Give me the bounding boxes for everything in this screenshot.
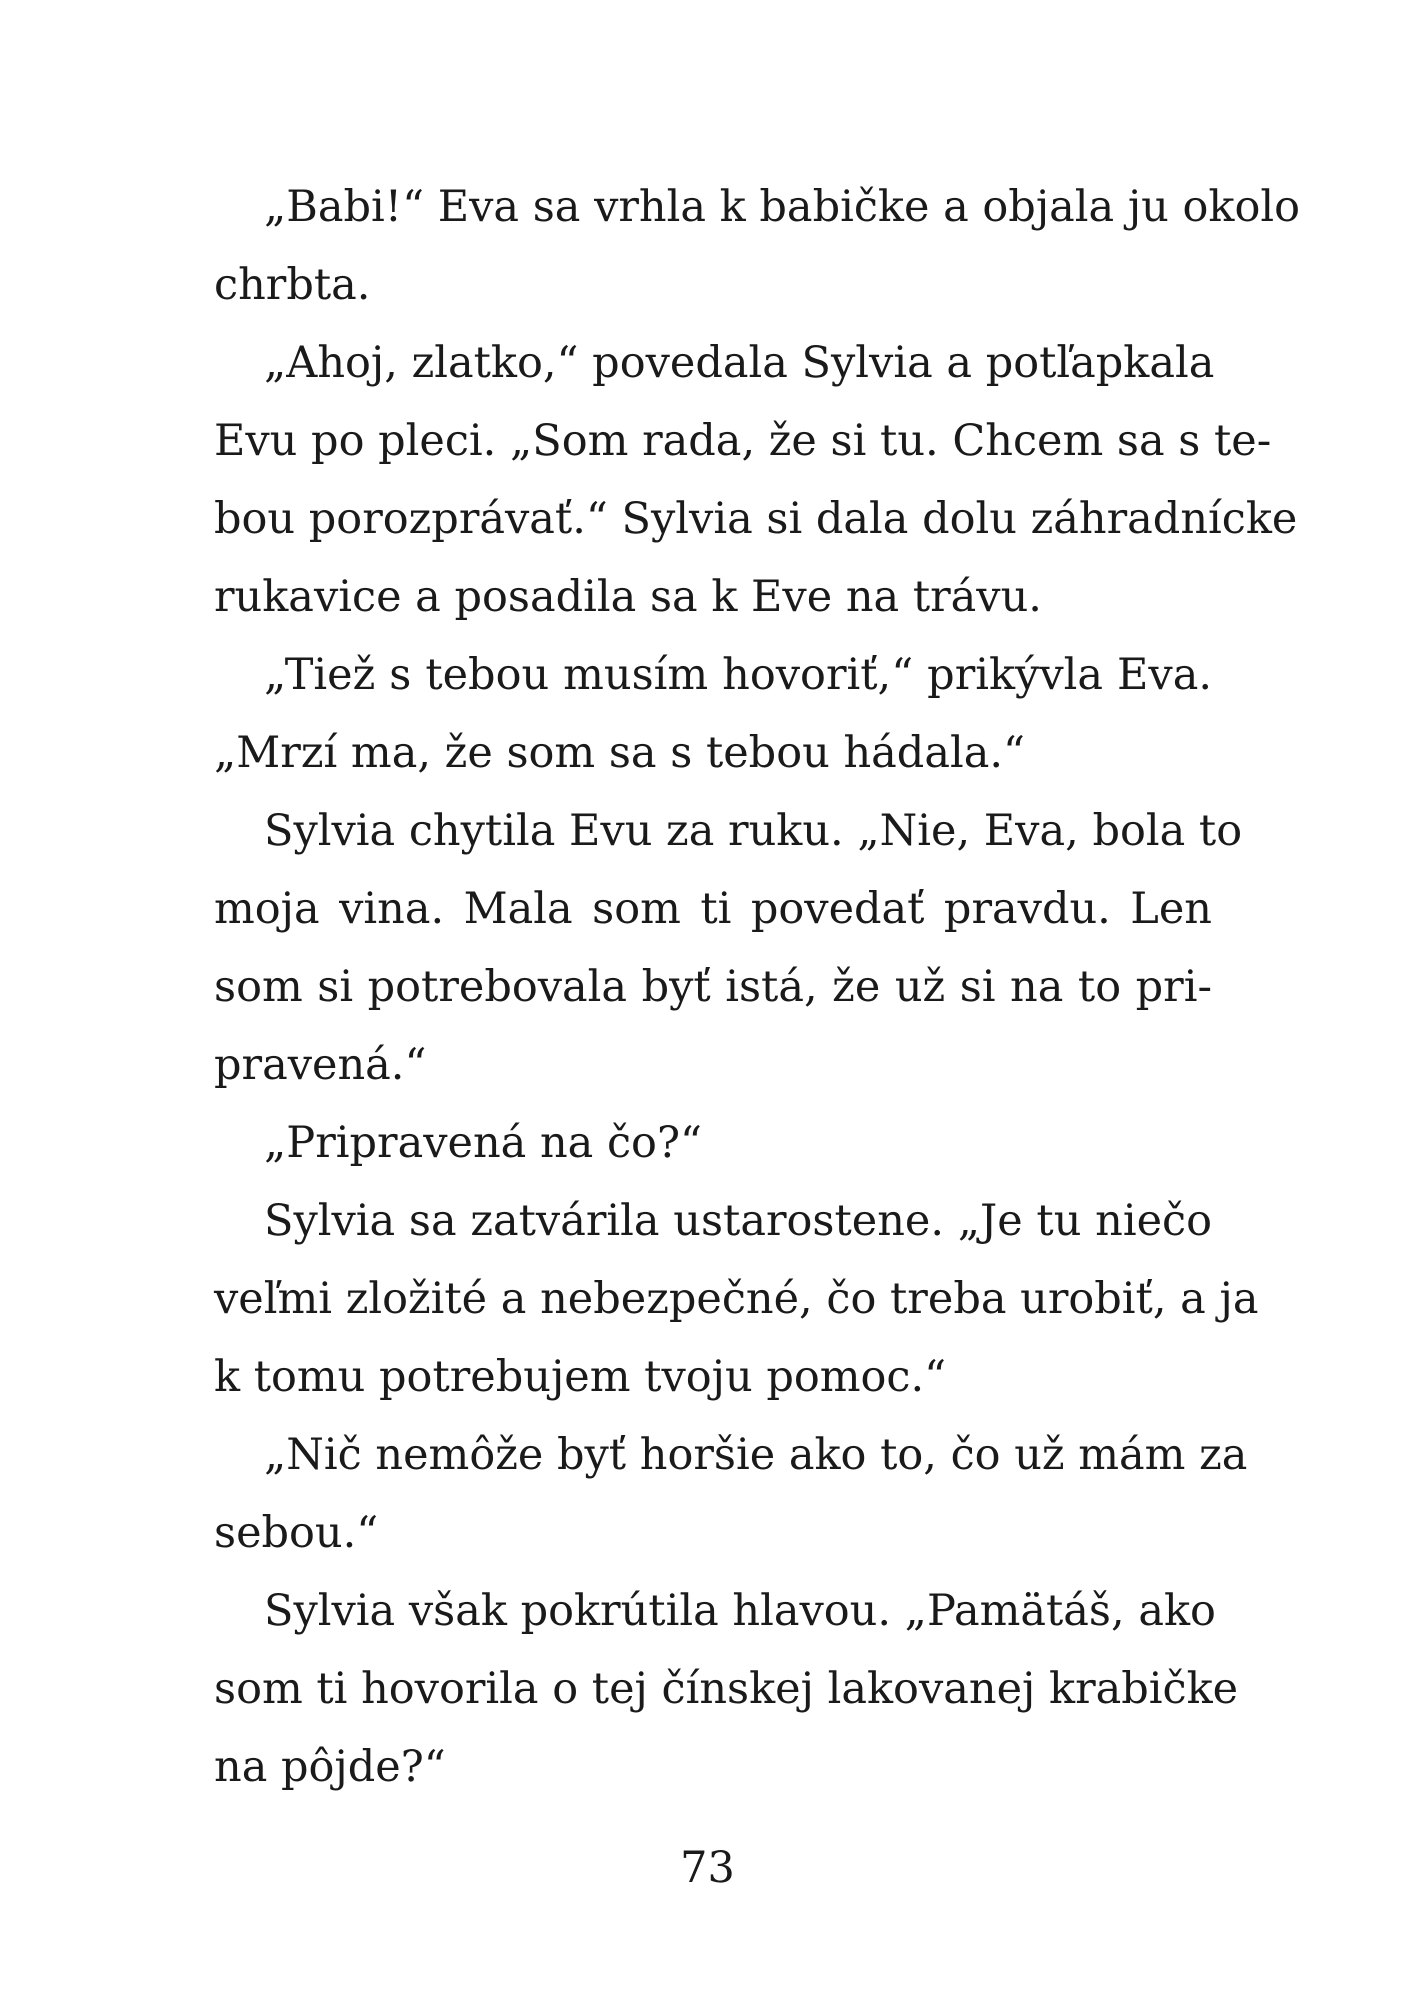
text-line: „Tiež s tebou musím hovoriť,“ prikývla Eva. (264, 650, 1212, 700)
text-line: Sylvia však pokrútila hlavou. „Pamätáš, ako (264, 1586, 1216, 1636)
text-line: „Nič nemôže byť horšie ako to, čo už mám za (264, 1430, 1248, 1480)
text-line: „Pripravená na čo?“ (264, 1118, 702, 1168)
text-line: Sylvia sa zatvárila ustarostene. „Je tu niečo (264, 1196, 1212, 1246)
text-line: pravená.“ (214, 1040, 427, 1090)
text-line: k tomu potrebujem tvoju pomoc.“ (214, 1352, 947, 1402)
text-line: chrbta. (214, 260, 371, 310)
text-line: bou porozprávať.“ Sylvia si dala dolu záhradnícke (214, 494, 1298, 544)
text-line: „Mrzí ma, že som sa s tebou hádala.“ (214, 728, 1025, 778)
text-line: som ti hovorila o tej čínskej lakovanej krabičke (214, 1664, 1239, 1714)
text-line: „Ahoj, zlatko,“ povedala Sylvia a potľapkala (264, 338, 1215, 388)
body-text (214, 168, 1301, 1806)
text-line: sebou.“ (214, 1508, 379, 1558)
text-line: Sylvia chytila Evu za ruku. „Nie, Eva, bola to (264, 806, 1243, 856)
text-line: veľmi zložité a nebezpečné, čo treba urobiť, a ja (214, 1274, 1259, 1324)
page-number: 73 (680, 1843, 735, 1893)
text-line: „Babi!“ Eva sa vrhla k babičke a objala ju okolo (264, 182, 1301, 232)
text-line: na pôjde?“ (214, 1742, 446, 1792)
text-line: rukavice a posadila sa k Eve na trávu. (214, 572, 1042, 622)
text-line: Evu po pleci. „Som rada, že si tu. Chcem sa s te- (214, 416, 1272, 466)
text-line: moja vina. Mala som ti povedať pravdu. Len (214, 884, 1212, 934)
text-line: som si potrebovala byť istá, že už si na to pri- (214, 962, 1212, 1012)
